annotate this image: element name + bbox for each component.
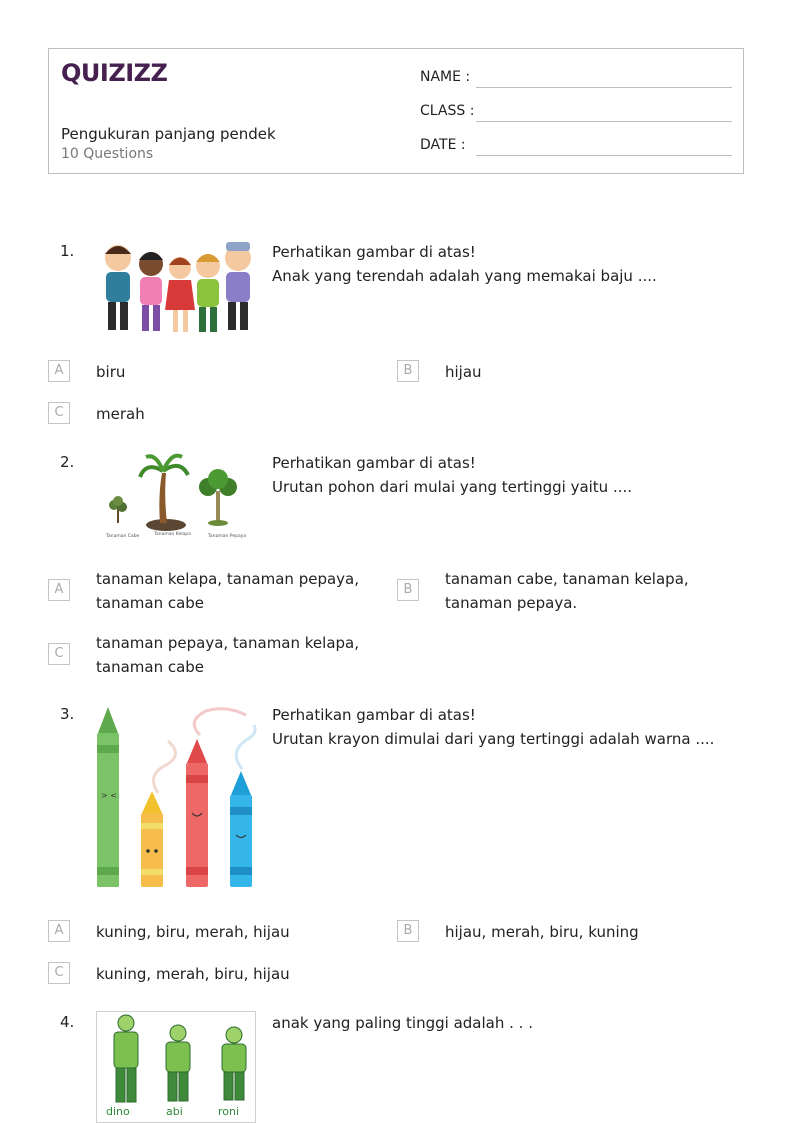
question-number: 1. <box>60 242 75 260</box>
caption-coconut: Tanaman Kelapa <box>154 532 191 537</box>
worksheet-header <box>48 48 744 174</box>
caption-dino: dino <box>106 1105 130 1118</box>
question-number: 3. <box>60 705 75 723</box>
children-image <box>96 240 258 336</box>
svg-text:> <: > < <box>101 791 117 800</box>
option-text: kuning, biru, merah, hijau <box>96 923 290 941</box>
option-letter-box[interactable]: A <box>48 360 70 382</box>
option-line: tanaman pepaya. <box>445 594 578 612</box>
option-letter-box[interactable]: A <box>48 920 70 942</box>
option-text: biru <box>96 363 126 381</box>
option-text <box>96 567 366 615</box>
option-letter-box[interactable]: B <box>397 579 419 601</box>
class-label: CLASS : <box>420 103 475 119</box>
option-line: tanaman cabe, tanaman kelapa, <box>445 570 689 588</box>
option-text: merah <box>96 405 145 423</box>
class-field[interactable] <box>420 103 474 119</box>
option-text <box>96 631 366 679</box>
question-text <box>272 451 742 499</box>
option-letter-box[interactable]: C <box>48 402 70 424</box>
question-number: 2. <box>60 453 75 471</box>
crayons-image <box>96 705 258 889</box>
question-text <box>272 703 742 751</box>
option-letter-box[interactable]: C <box>48 643 70 665</box>
caption-papaya: Tanaman Pepaya <box>208 534 247 539</box>
question-text <box>272 1011 742 1035</box>
question-text-line: anak yang paling tinggi adalah . . . <box>272 1014 533 1032</box>
option-line: tanaman pepaya, tanaman kelapa, <box>96 634 359 652</box>
caption-roni: roni <box>218 1105 240 1118</box>
option-letter-box[interactable]: B <box>397 920 419 942</box>
question-text <box>272 240 742 288</box>
question-text-line: Perhatikan gambar di atas! <box>272 454 476 472</box>
question-number: 4. <box>60 1013 75 1031</box>
question-text-line: Urutan pohon dari mulai yang tertinggi yaitu .... <box>272 478 633 496</box>
date-label: DATE : <box>420 137 466 153</box>
quizizz-logo: QUIZIZZ <box>61 59 168 87</box>
option-line: tanaman cabe <box>96 594 205 612</box>
option-text <box>445 567 715 615</box>
option-letter-box[interactable]: A <box>48 579 70 601</box>
option-text: hijau, merah, biru, kuning <box>445 923 639 941</box>
question-text-line: Anak yang terendah adalah yang memakai baju .... <box>272 267 657 285</box>
class-line <box>476 121 732 122</box>
question-count: 10 Questions <box>61 146 154 162</box>
caption-chili: Tanaman Cabe <box>106 534 140 539</box>
option-letter-box[interactable]: B <box>397 360 419 382</box>
question-text-line: Perhatikan gambar di atas! <box>272 243 476 261</box>
option-line: tanaman cabe <box>96 658 205 676</box>
option-text: kuning, merah, biru, hijau <box>96 965 290 983</box>
question-text-line: Perhatikan gambar di atas! <box>272 706 476 724</box>
option-text: hijau <box>445 363 482 381</box>
option-letter-box[interactable]: C <box>48 962 70 984</box>
question-text-line: Urutan krayon dimulai dari yang tertinggi adalah warna .... <box>272 730 715 748</box>
name-label: NAME : <box>420 69 471 85</box>
caption-abi: abi <box>166 1105 183 1118</box>
worksheet-title: Pengukuran panjang pendek <box>61 125 276 143</box>
option-line: tanaman kelapa, tanaman pepaya, <box>96 570 359 588</box>
three-boys-image <box>96 1011 256 1123</box>
trees-image <box>96 451 258 541</box>
date-line <box>476 155 732 156</box>
name-line <box>476 87 732 88</box>
date-field[interactable] <box>420 137 466 153</box>
name-field[interactable] <box>420 69 470 85</box>
